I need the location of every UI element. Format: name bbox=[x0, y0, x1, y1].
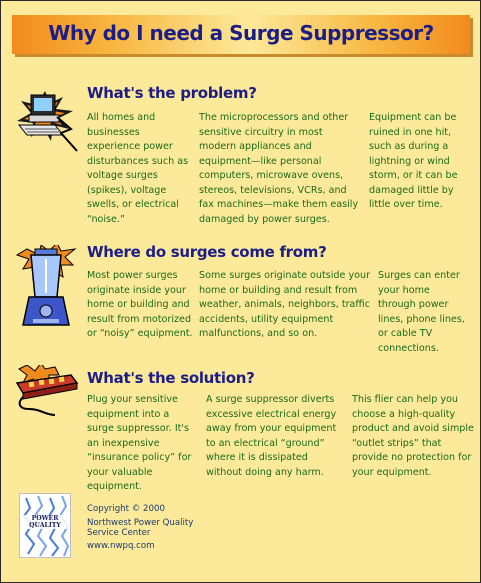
section-heading-solution: What's the solution? bbox=[87, 369, 255, 387]
solution-column-3: This flier can help you choose a high-quality product and avoid simple “outlet strips” that provide no protection for your equipment. bbox=[352, 394, 474, 478]
where-column-2: Some surges originate outside your home or building and result from weather, animals, neighbors, traffic accidents, utility equipment malfunctions, and so on. bbox=[199, 270, 371, 339]
problem-column-3: Equipment can be ruined in one hit, such as during a lightning or wind storm, or it can be damaged little by little over time. bbox=[369, 112, 458, 210]
blender-icon bbox=[13, 245, 79, 331]
logo-text: POWER QUALITY bbox=[20, 515, 70, 529]
copyright: Copyright © 2000 bbox=[87, 504, 165, 514]
where-column-1: Most power surges originate inside your home or building and result from motorized or “noisy” equipment. bbox=[87, 270, 193, 339]
where-column-3: Surges can enter your home through power lines, phone lines, or cable TV connections. bbox=[378, 270, 465, 354]
solution-column-2: A surge suppressor diverts excessive electrical energy away from your equipment to an electrical “ground” where it is dissipated without doing any harm. bbox=[206, 394, 337, 478]
org-name-line-1: Northwest Power Quality bbox=[87, 518, 194, 528]
section-heading-where: Where do surges come from? bbox=[87, 243, 327, 261]
solution-column-1: Plug your sensitive equipment into a surge suppressor. It's an inexpensive “insurance policy” for your valuable equipment. bbox=[87, 394, 192, 492]
problem-column-1: All homes and businesses experience power disturbances such as voltage surges (spikes), voltage swells, or electrical “noise.” bbox=[87, 112, 189, 225]
org-name-line-2: Service Center bbox=[87, 528, 151, 538]
page-title: Why do I need a Surge Suppressor? bbox=[48, 21, 434, 45]
computer-lightning-icon bbox=[11, 89, 81, 157]
problem-column-2: The microprocessors and other sensitive circuitry in most modern appliances and equipment—like personal computers, microwave ovens, stereos, televisions, VCRs, and fax machines—make them easily damaged by power surges. bbox=[199, 112, 359, 225]
logo bbox=[19, 493, 71, 558]
section-heading-problem: What's the problem? bbox=[87, 84, 257, 102]
power-strip-icon bbox=[15, 365, 81, 417]
website-link[interactable]: www.nwpq.com bbox=[87, 541, 155, 551]
title-banner bbox=[12, 15, 470, 54]
